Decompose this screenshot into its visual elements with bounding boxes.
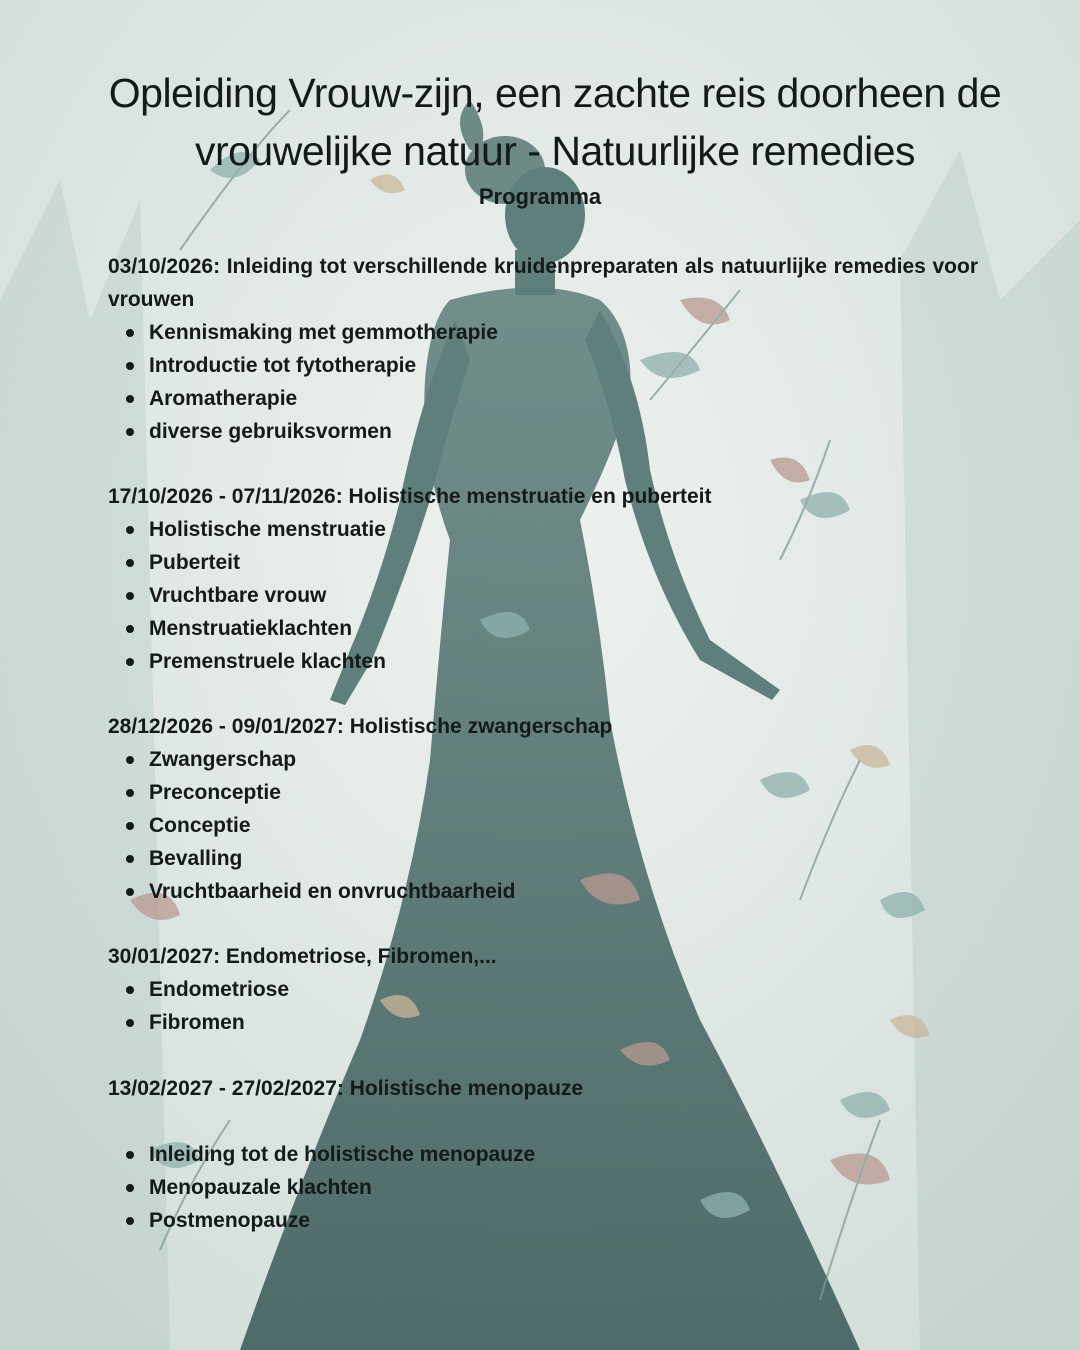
list-item: Postmenopauze <box>108 1204 978 1237</box>
section-list <box>108 1138 978 1237</box>
list-item: Puberteit <box>108 546 978 579</box>
section-menopause <box>108 1072 978 1237</box>
bullet-icon <box>126 526 134 534</box>
list-item: Vruchtbaarheid en onvruchtbaarheid <box>108 875 978 908</box>
bullet-icon <box>126 1217 134 1225</box>
bullet-icon <box>126 986 134 994</box>
bullet-icon <box>126 428 134 436</box>
bullet-icon <box>126 1151 134 1159</box>
section-heading: 30/01/2027: Endometriose, Fibromen,... <box>108 945 497 968</box>
section-pregnancy <box>108 710 978 908</box>
list-item: Zwangerschap <box>108 743 978 776</box>
list-item: Preconceptie <box>108 776 978 809</box>
list-item: Bevalling <box>108 842 978 875</box>
section-menstruation <box>108 480 978 678</box>
bullet-icon <box>126 592 134 600</box>
program-subtitle: Programma <box>478 184 602 209</box>
list-item: Menopauzale klachten <box>108 1171 978 1204</box>
bullet-icon <box>126 329 134 337</box>
section-list <box>108 743 978 908</box>
page-title: Opleiding Vrouw-zijn, een zachte reis doorheen de vrouwelijke natuur - Natuurlijke remedies <box>108 70 1002 174</box>
bullet-icon <box>126 658 134 666</box>
bullet-icon <box>126 822 134 830</box>
bullet-icon <box>126 1184 134 1192</box>
list-item: Conceptie <box>108 809 978 842</box>
section-list <box>108 316 978 448</box>
section-heading: 17/10/2026 - 07/11/2026: Holistische menstruatie en puberteit <box>108 485 712 508</box>
bullet-icon <box>126 888 134 896</box>
list-item: Aromatherapie <box>108 382 978 415</box>
blank-line <box>108 1105 978 1138</box>
list-item: Introductie tot fytotherapie <box>108 349 978 382</box>
list-item: Endometriose <box>108 973 978 1006</box>
section-heading: 03/10/2026: Inleiding tot verschillende kruidenpreparaten als natuurlijke remedies voor vrouwen <box>108 255 978 311</box>
section-list <box>108 973 978 1039</box>
bullet-icon <box>126 855 134 863</box>
section-endometriosis <box>108 940 978 1039</box>
bullet-icon <box>126 625 134 633</box>
section-heading: 13/02/2027 - 27/02/2027: Holistische menopauze <box>108 1077 584 1100</box>
bullet-icon <box>126 789 134 797</box>
list-item: diverse gebruiksvormen <box>108 415 978 448</box>
list-item: Premenstruele klachten <box>108 645 978 678</box>
list-item: Fibromen <box>108 1006 978 1039</box>
bullet-icon <box>126 756 134 764</box>
bullet-icon <box>126 395 134 403</box>
bullet-icon <box>126 362 134 370</box>
section-intro <box>108 250 978 448</box>
list-item: Kennismaking met gemmotherapie <box>108 316 978 349</box>
list-item: Vruchtbare vrouw <box>108 579 978 612</box>
list-item: Inleiding tot de holistische menopauze <box>108 1138 978 1171</box>
list-item: Holistische menstruatie <box>108 513 978 546</box>
bullet-icon <box>126 1019 134 1027</box>
bullet-icon <box>126 559 134 567</box>
section-heading: 28/12/2026 - 09/01/2027: Holistische zwangerschap <box>108 715 613 738</box>
section-list <box>108 513 978 678</box>
list-item: Menstruatieklachten <box>108 612 978 645</box>
